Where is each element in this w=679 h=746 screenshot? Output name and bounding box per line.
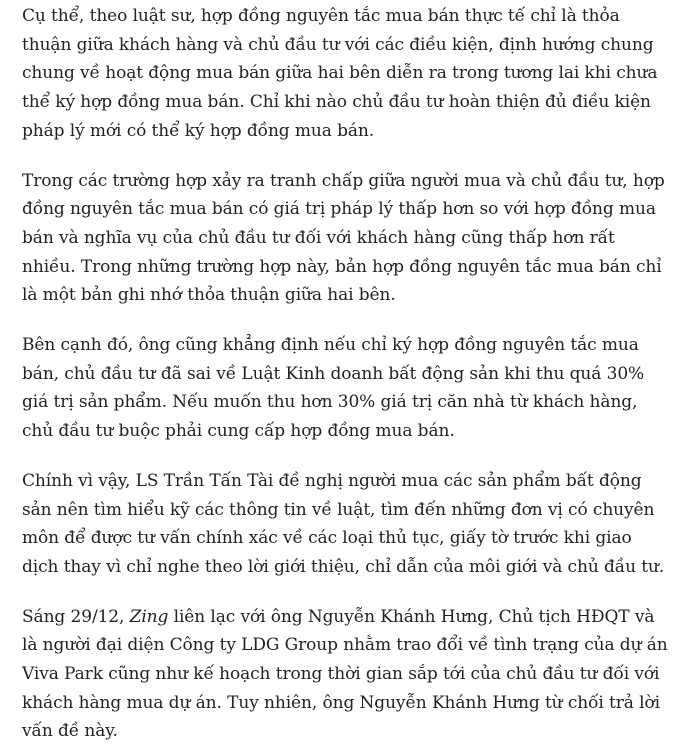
contact-lead-text: Sáng 29/12,	[22, 606, 130, 627]
paragraph-dispute-value: Trong các trường hợp xảy ra tranh chấp giữa người mua và chủ đầu tư, hợp đồng nguyên tắc mua bán có giá trị pháp lý thấp hơn so với hợp đồng mua bán và nghĩa vụ của chủ đầu tư đối với khách hàng cũng thấp hơn rất nhiều. Trong những trường hợp này, bản hợp đồng nguyên tắc mua bán chỉ là một bản ghi nhớ thỏa thuận giữa hai bên.	[22, 170, 665, 306]
paragraph-contact-attempt	[22, 603, 671, 746]
contact-rest-text: liên lạc với ông Nguyễn Khánh Hưng, Chủ tịch HĐQT và là người đại diện Công ty LDG Group nhằm trao đổi về tình trạng của dự án Viva Park cũng như kế hoạch trong thời gian sắp tới của chủ đầu tư đối với khách hàng mua dự án. Tuy nhiên, ông Nguyễn Khánh Hưng từ chối trả lời vấn đề này.	[22, 606, 668, 742]
paragraph-law-violation: Bên cạnh đó, ông cũng khẳng định nếu chỉ ký hợp đồng nguyên tắc mua bán, chủ đầu tư đã sai về Luật Kinh doanh bất động sản khi thu quá 30% giá trị sản phẩm. Nếu muốn thu hơn 30% giá trị căn nhà từ khách hàng, chủ đầu tư buộc phải cung cấp hợp đồng mua bán.	[22, 335, 645, 442]
outlet-name: Zing	[129, 606, 169, 627]
paragraph-lawyer-explanation: Cụ thể, theo luật sư, hợp đồng nguyên tắc mua bán thực tế chỉ là thỏa thuận giữa khách hàng và chủ đầu tư với các điều kiện, định hướng chung chung về hoạt động mua bán giữa hai bên diễn ra trong tương lai khi chưa thể ký hợp đồng mua bán. Chỉ khi nào chủ đầu tư hoàn thiện đủ điều kiện pháp lý mới có thể ký hợp đồng mua bán.	[22, 6, 658, 141]
paragraph-recommendation: Chính vì vậy, LS Trần Tấn Tài đề nghị người mua các sản phẩm bất động sản nên tìm hiểu kỹ các thông tin về luật, tìm đến những đơn vị có chuyên môn để được tư vấn chính xác về các loại thủ tục, giấy tờ trước khi giao dịch thay vì chỉ nghe theo lời giới thiệu, chỉ dẫn của môi giới và chủ đầu tư.	[22, 470, 665, 577]
